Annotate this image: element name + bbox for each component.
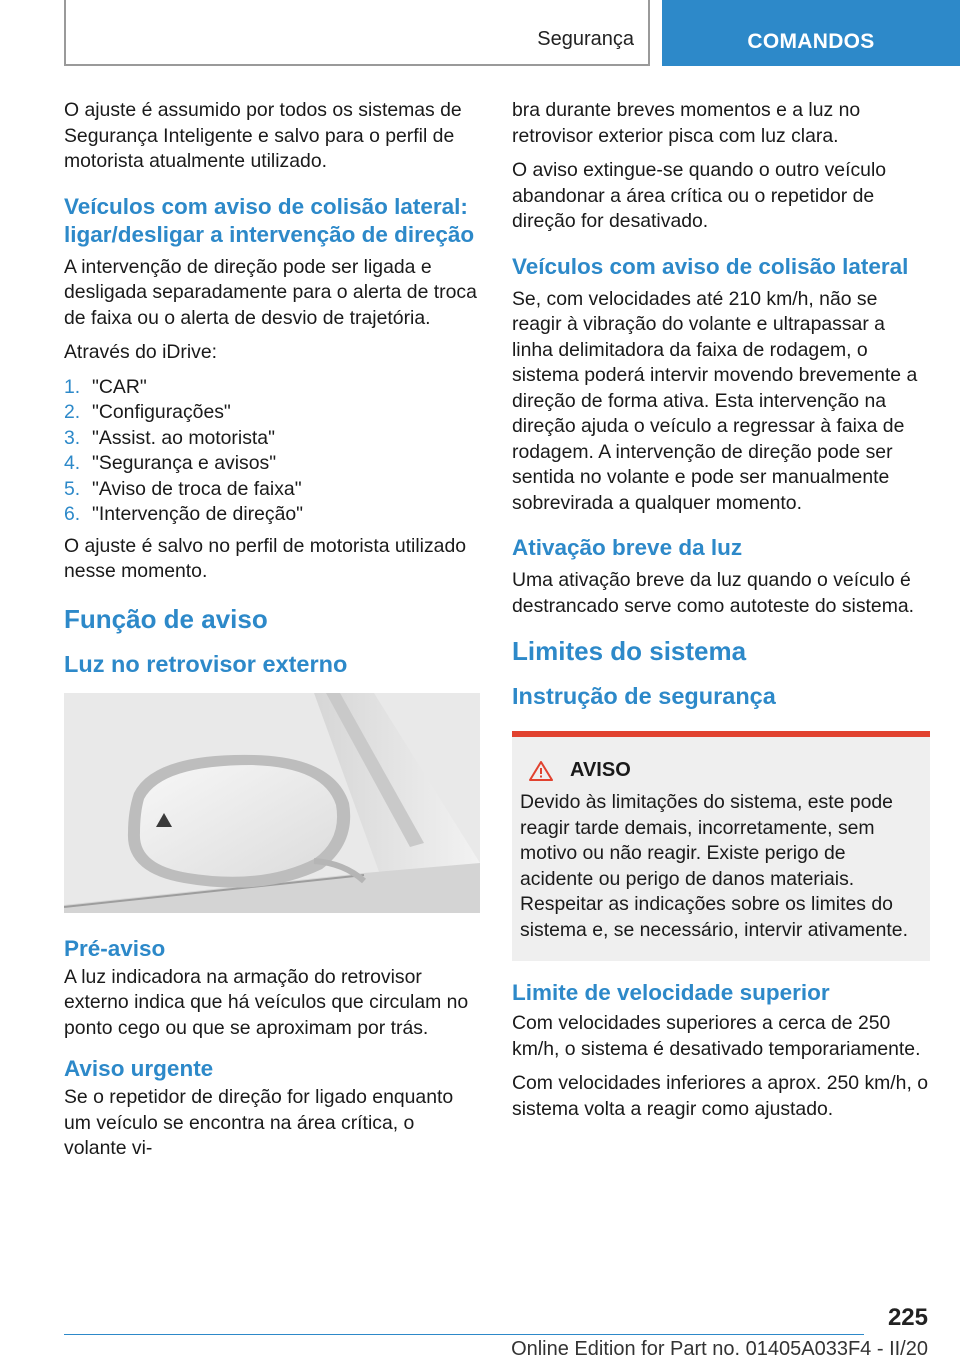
warning-box <box>512 731 930 961</box>
paragraph: Se o repetidor de direção for ligado enquanto um veículo se encontra na área crítica, o volante vi- <box>64 1086 454 1159</box>
warning-text: Devido às limitações do sistema, este pode reagir tarde demais, incorretamente, sem motivo ou não reagir. Existe perigo de acidente ou perigo de danos materiais. Respeitar as indicações sobre os limites do sistema e, se necessário, intervir ativamente. <box>520 791 908 941</box>
paragraph: Se, com velocidades até 210 km/h, não se reagir à vibração do volante e ultrapassar a linha delimitadora da faixa de rodagem, o sistema poderá intervir movendo brevemente a direção de forma ativa. Esta intervenção na direção ajuda o veículo a regressar à faixa de rodagem. A intervenção de direção pode ser sentida no volante e pode ser manualmente sobrevirada a qualquer momento. <box>512 287 918 514</box>
paragraph: Com velocidades superiores a cerca de 250 km/h, o sistema é desativado temporariamente. <box>512 1012 921 1060</box>
edition-text: Online Edition for Part no. 01405A033F4 - II/20 <box>511 1338 928 1360</box>
page-header <box>64 0 960 66</box>
paragraph: Com velocidades inferiores a aprox. 250 km/h, o sistema volta a reagir como ajustado. <box>512 1072 929 1120</box>
right-column <box>512 98 930 1131</box>
heading-urgent-warning: Aviso urgente <box>64 1056 214 1081</box>
chapter-tab: COMANDOS <box>662 0 960 66</box>
paragraph: O aviso extingue-se quando o outro veículo abandonar a área crítica ou o repetidor de direção for desativado. <box>512 159 887 232</box>
mirror-drawing <box>64 693 480 913</box>
section-title: Segurança <box>537 28 634 50</box>
heading-pre-warning: Pré-aviso <box>64 935 166 961</box>
paragraph: A luz indicadora na armação do retrovisor externo indica que há veículos que circulam no ponto cego ou que se aproximam por trás. <box>64 965 469 1039</box>
paragraph: Uma ativação breve da luz quando o veículo é destrancado serve como autoteste do sistema. <box>512 569 915 617</box>
heading-system-limits: Limites do sistema <box>512 636 747 666</box>
heading-brief-light: Ativação breve da luz <box>512 535 743 560</box>
page-number: 225 <box>887 1304 928 1331</box>
paragraph: Através do iDrive: <box>64 341 218 363</box>
list-item: 6. "Intervenção de direção" <box>64 503 304 525</box>
paragraph: bra durante breves momentos e a luz no retrovisor exterior pisca com luz clara. <box>512 99 861 147</box>
heading-lateral-collision: Veículos com aviso de colisão lateral <box>512 253 909 279</box>
idrive-steps <box>64 375 482 528</box>
footer-divider <box>64 1334 864 1335</box>
list-item: 4. "Segurança e avisos" <box>64 452 277 474</box>
paragraph: O ajuste é salvo no perfil de motorista utilizado nesse momento. <box>64 534 467 582</box>
heading-lateral-steering: Veículos com aviso de colisão lateral: ligar/desligar a intervenção de direção <box>64 193 475 247</box>
list-item: 5. "Aviso de troca de faixa" <box>64 477 302 500</box>
list-item: 2. "Configurações" <box>64 401 231 423</box>
header-frame <box>64 0 650 66</box>
heading-mirror-light: Luz no retrovisor externo <box>64 650 348 677</box>
left-column <box>64 98 482 1171</box>
warning-label: AVISO <box>570 759 631 781</box>
mirror-illustration <box>64 693 480 913</box>
list-item: 3. "Assist. ao motorista" <box>64 426 275 449</box>
warning-triangle-icon <box>528 760 554 782</box>
warning-title <box>528 759 916 782</box>
heading-warning-function: Função de aviso <box>64 603 268 634</box>
list-item: 1. "CAR" <box>64 375 147 398</box>
paragraph: O ajuste é assumido por todos os sistemas de Segurança Inteligente e salvo para o perfil de motorista atualmente utilizado. <box>64 99 462 172</box>
heading-safety-instruction: Instrução de segurança <box>512 683 776 709</box>
heading-upper-speed-limit: Limite de velocidade superior <box>512 980 830 1005</box>
paragraph: A intervenção de direção pode ser ligada e desligada separadamente para o alerta de troca de faixa ou o alerta de desvio de trajetória. <box>64 255 477 329</box>
